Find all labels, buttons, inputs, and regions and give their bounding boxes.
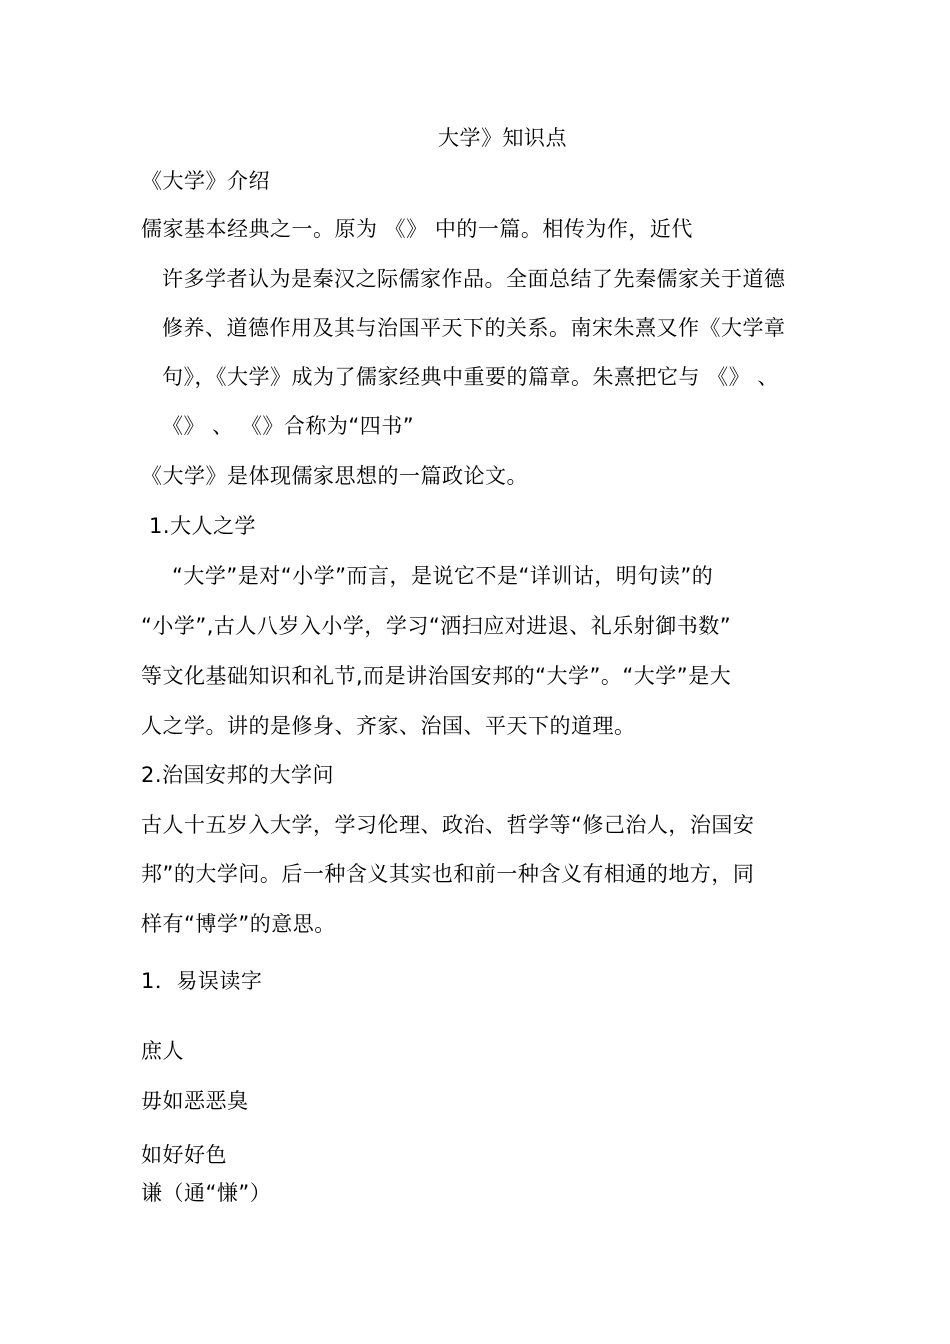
list-item: 毋如恶恶臭 — [141, 1089, 249, 1113]
section-heading: 2.治国安邦的大学问 — [141, 763, 335, 787]
intro-line: 许多学者认为是秦汉之际儒家作品。全面总结了先秦儒家关于道德 — [162, 267, 786, 291]
paragraph-line: 人之学。讲的是修身、齐家、治国、平天下的道理。 — [141, 714, 636, 738]
page-title: 大学》知识点 — [438, 126, 567, 150]
paragraph-line: 等文化基础知识和礼节,而是讲治国安邦的“大学”。“大学”是大 — [141, 664, 732, 688]
section-heading: 1．易误读字 — [141, 969, 263, 993]
paragraph-line: 古人十五岁入大学，学习伦理、政治、哲学等“修己治人，治国安 — [141, 813, 755, 837]
paragraph-line: “大学”是对“小学”而言，是说它不是“详训诂，明句读”的 — [172, 564, 714, 588]
intro-line: 句》，《大学》成为了儒家经典中重要的篇章。朱熹把它与 《》 、 — [162, 365, 779, 389]
intro-line: 《》 、 《》合称为“四书” — [162, 414, 415, 438]
intro-line: 修养、道德作用及其与治国平天下的关系。南宋朱熹又作《大学章 — [162, 316, 786, 340]
paragraph-line: 样有“博学”的意思。 — [141, 912, 336, 936]
paragraph-line: 邦”的大学问。后一种含义其实也和前一种含义有相通的地方，同 — [141, 862, 755, 886]
paragraph-line: “小学”,古人八岁入小学，学习“洒扫应对进退、礼乐射御书数” — [141, 614, 732, 638]
intro-heading: 《大学》介绍 — [141, 169, 270, 193]
list-item: 庶人 — [141, 1039, 184, 1063]
list-item: 谦（通“慊”） — [141, 1181, 272, 1205]
section-heading: 1.大人之学 — [149, 514, 257, 538]
intro-line: 儒家基本经典之一。原为 《》 中的一篇。相传为作，近代 — [141, 217, 693, 241]
list-item: 如好好色 — [141, 1143, 227, 1167]
summary-text: 《大学》是体现儒家思想的一篇政论文。 — [141, 464, 528, 488]
